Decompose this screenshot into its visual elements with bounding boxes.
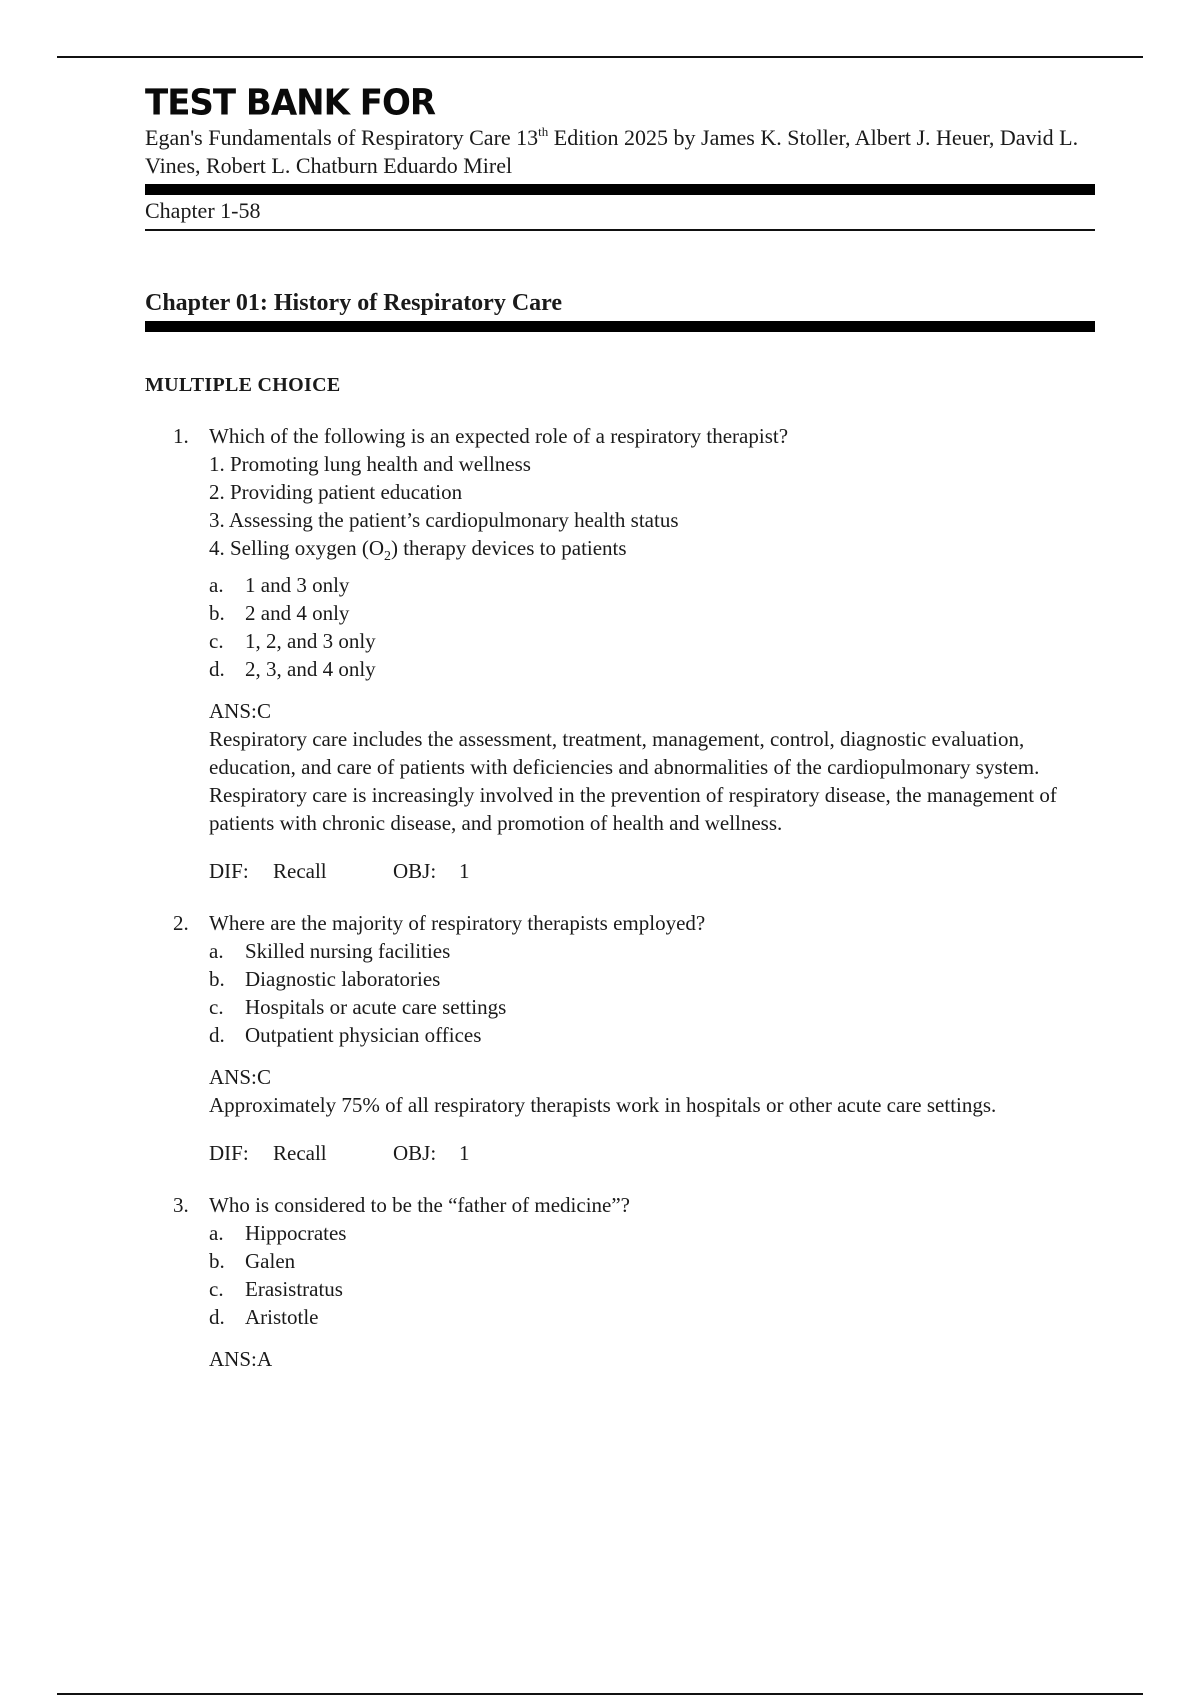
document-body [145,82,1095,1373]
question-2 [145,909,1095,1167]
statement: 1. Promoting lung health and wellness [209,452,531,476]
answer-option: c . Hospitals or acute care settings [209,993,1095,1021]
question-1 [145,422,1095,885]
objective-value: 1 [459,859,470,884]
answer-option: d . 2, 3, and 4 only [209,655,1095,683]
answer-option: d . Outpatient physician offices [209,1021,1095,1049]
answer-key: ANS: C [209,699,272,724]
statement: 4. Selling oxygen $(O_2)$ therapy devices to patients [209,536,627,565]
answer-key: ANS: C [209,1065,272,1090]
answer-option: b . Galen [209,1247,1095,1275]
page-top-rule [57,56,1143,58]
header-thick-rule [145,184,1095,195]
answer-block [209,1063,1095,1119]
answer-block [209,1345,1095,1373]
edition-superscript: th [538,124,549,139]
question-3 [145,1191,1095,1373]
answer-block [209,697,1095,837]
objective-value: 1 [459,1141,470,1166]
answer-option: b . Diagnostic laboratories [209,965,1095,993]
question-meta: DIF: Recall OBJ: 1 [209,859,470,884]
answer-option: c . Erasistratus [209,1275,1095,1303]
page-bottom-rule [57,1693,1143,1695]
book-citation: Egan's Fundamentals of Respiratory Care 13th Edition 2025 by James K. Stoller, Albert J. Heuer, David L. Vines, Robert L. Chatburn Eduardo Mirel [145,124,1079,178]
question-text: Who is considered to be the “father of medicine”? [209,1193,630,1218]
answer-option: c . 1, 2, and 3 only [209,627,1095,655]
difficulty-value: Recall [273,1141,327,1166]
difficulty-value: Recall [273,859,327,884]
answer-key: ANS: A [209,1347,273,1372]
question-number: 1 . [173,422,189,450]
answer-option: a . Hippocrates [209,1219,1095,1247]
chapter-heading: Chapter 01: History of Respiratory Care [145,290,563,316]
section-heading: MULTIPLE CHOICE [145,374,341,396]
rationale-text: Respiratory care includes the assessment, treatment, management, control, diagnostic evaluation, education, and care of patients with deficiencies and abnormalities of the cardiopulmonary system. Respiratory care is increasingly involved in the prevention of respiratory disease, the management of patients with chronic disease, and promotion of health and wellness. [209,727,1057,836]
question-meta: DIF: Recall OBJ: 1 [209,1141,470,1166]
statement: 2. Providing patient education [209,480,463,504]
rationale-text: Approximately 75% of all respiratory therapists work in hospitals or other acute care settings. [209,1093,997,1118]
question-number: 3 . [173,1191,189,1219]
answer-option: a . 1 and 3 only [209,571,1095,599]
chapter-rule [145,321,1095,332]
question-text: Where are the majority of respiratory therapists employed? [209,911,706,936]
chapter-range: Chapter 1-58 [145,197,1095,231]
question-text: Which of the following is an expected role of a respiratory therapist? [209,424,789,448]
question-number: 2 . [173,909,189,937]
test-bank-title: TEST BANK FOR [145,82,436,124]
answer-option: a . Skilled nursing facilities [209,937,1095,965]
answer-option: d . Aristotle [209,1303,1095,1331]
answer-option: b . 2 and 4 only [209,599,1095,627]
statement: 3. Assessing the patient’s cardiopulmonary health status [209,508,679,532]
